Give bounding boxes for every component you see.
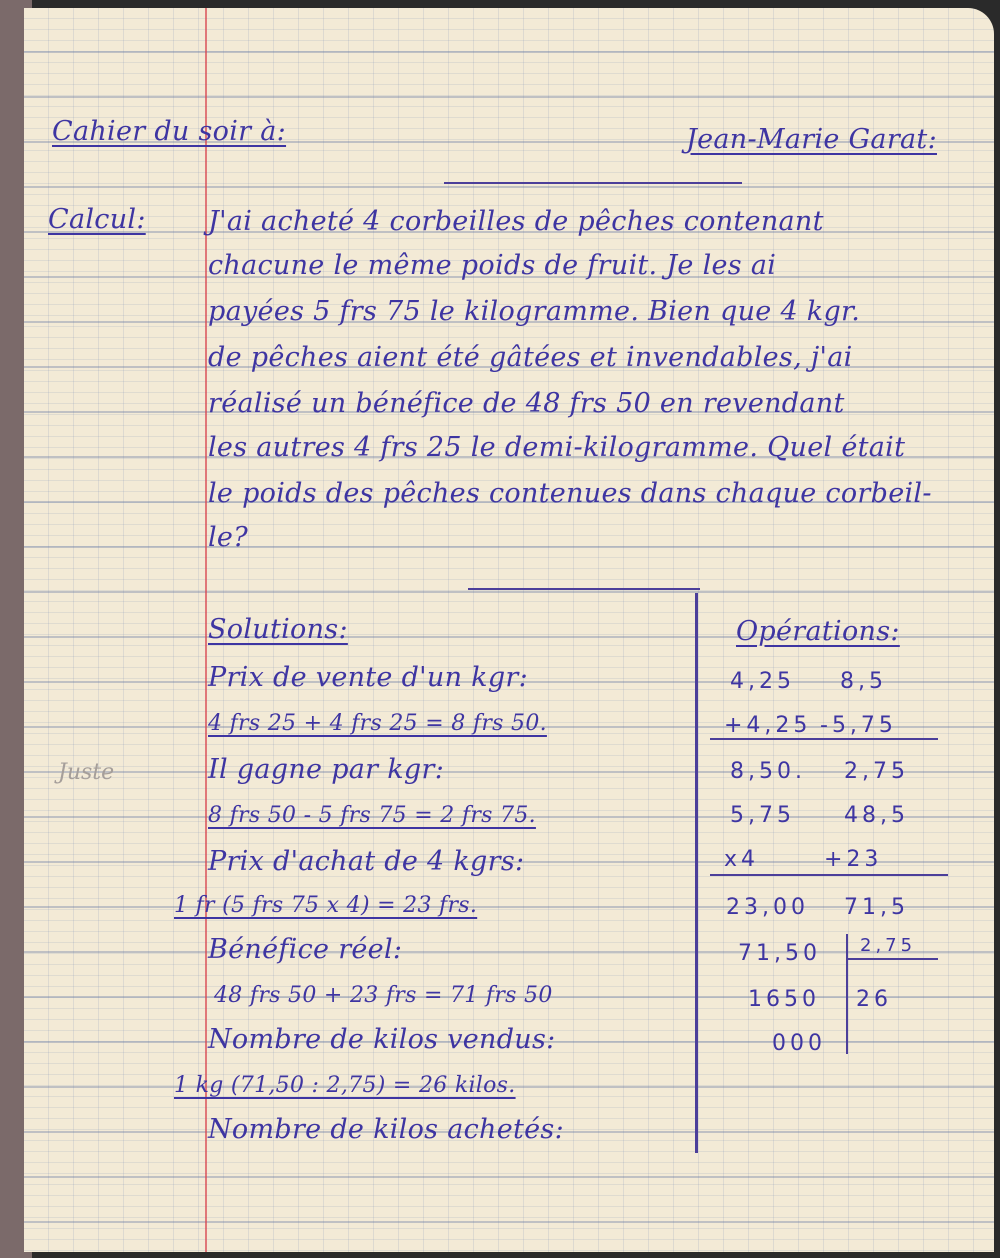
operation-left: +4,25 — [724, 713, 812, 738]
operation-left: 5,75 — [730, 803, 795, 828]
operation-rule — [710, 738, 938, 740]
operations-title: Opérations: — [736, 616, 900, 647]
operation-left: 23,00 — [726, 895, 809, 920]
margin-line — [205, 8, 207, 1252]
grade-pencil: Juste — [58, 760, 115, 785]
operation-right: 48,5 — [844, 803, 909, 828]
operation-left: 000 — [772, 1031, 826, 1056]
operation-left: 8,50. — [730, 759, 806, 784]
header-right: Jean-Marie Garat: — [686, 124, 937, 155]
solution-line: Il gagne par kgr: — [208, 754, 445, 785]
problem-line: les autres 4 frs 25 le demi-kilogramme. Quel était — [208, 432, 906, 463]
solution-line: Bénéfice réel: — [208, 934, 403, 965]
solution-line: 1 fr (5 frs 75 x 4) = 23 frs. — [174, 893, 478, 918]
solution-line: Nombre de kilos vendus: — [208, 1024, 556, 1055]
solution-line: Prix d'achat de 4 kgrs: — [208, 846, 525, 877]
operation-left: 4,25 — [730, 669, 795, 694]
problem-line: payées 5 frs 75 le kilogramme. Bien que 4 kgr. — [208, 296, 861, 327]
solutions-title: Solutions: — [208, 614, 348, 645]
operation-left: x4 — [724, 847, 760, 872]
operation-right: -5,75 — [820, 713, 897, 738]
operation-right: +23 — [824, 847, 883, 872]
solution-line: 1 kg (71,50 : 2,75) = 26 kilos. — [174, 1073, 516, 1098]
solutions-top-rule — [468, 588, 700, 590]
operation-right: 71,5 — [844, 895, 909, 920]
operation-rule — [710, 874, 948, 876]
problem-line: le poids des pêches contenues dans chaque corbeil- — [208, 478, 932, 509]
problem-line: chacune le même poids de fruit. Je les ai — [208, 250, 777, 281]
solution-line: 4 frs 25 + 4 frs 25 = 8 frs 50. — [208, 711, 547, 736]
operation-right: 2,75 — [860, 935, 917, 956]
solution-line: 8 frs 50 - 5 frs 75 = 2 frs 75. — [208, 803, 536, 828]
operation-right: 2,75 — [844, 759, 909, 784]
operation-right: 26 — [856, 987, 892, 1012]
problem-line: de pêches aient été gâtées et invendables, j'ai — [208, 342, 853, 373]
column-separator — [695, 593, 698, 1153]
notebook-page — [24, 8, 994, 1252]
operation-right: 8,5 — [840, 669, 887, 694]
problem-line: J'ai acheté 4 corbeilles de pêches contenant — [208, 206, 824, 237]
solution-line: 48 frs 50 + 23 frs = 71 frs 50 — [214, 983, 553, 1008]
problem-line: le? — [208, 522, 248, 553]
header-left: Cahier du soir à: — [52, 116, 287, 147]
solution-line: Nombre de kilos achetés: — [208, 1114, 564, 1145]
operation-left: 71,50 — [738, 941, 821, 966]
solution-line: Prix de vente d'un kgr: — [208, 662, 529, 693]
header-rule — [444, 182, 742, 184]
problem-label: Calcul: — [48, 204, 146, 235]
operation-left: 1650 — [748, 987, 820, 1012]
division-rule — [846, 958, 938, 960]
problem-line: réalisé un bénéfice de 48 frs 50 en revendant — [208, 388, 845, 419]
division-bar — [846, 934, 848, 1054]
